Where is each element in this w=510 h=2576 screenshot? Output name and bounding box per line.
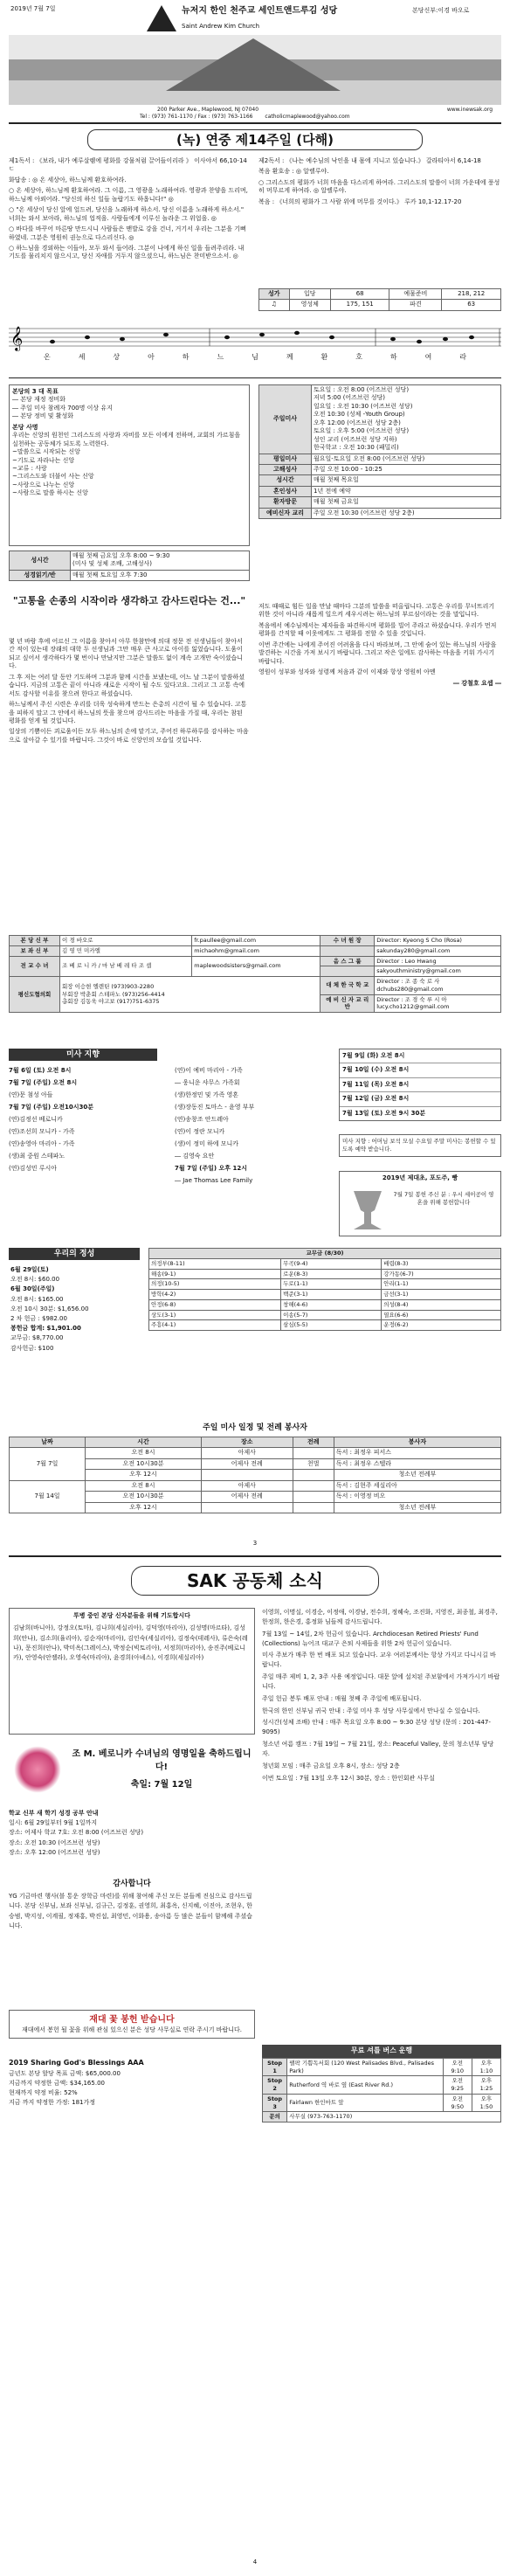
psalm-verse-1: ○ 온 세상아, 하느님께 환호하여라. 그 이름, 그 영광을 노래하여라. 영광과 찬양을 드리며, 하느님께 아뢰어라. "당신의 하신 일들 놀랍기도 하옵니다!" ◎ bbox=[9, 187, 248, 203]
duty-cell: 독서 : 최정우 피서스 bbox=[334, 1448, 500, 1458]
intention-line: (연)김성민 루시아 bbox=[9, 1165, 58, 1172]
blessings-box bbox=[9, 2058, 255, 2109]
altar-flower-box bbox=[9, 2010, 255, 2039]
hymn-row bbox=[259, 289, 501, 300]
intention-line: (연)이 예비 마리아 - 가족 bbox=[175, 1067, 243, 1074]
holy-hour-label: 성시간 bbox=[259, 475, 312, 486]
contact-name: Director : Leo Hwang bbox=[375, 956, 501, 966]
sak-news-title: SAK 공동체 소식 bbox=[131, 1566, 379, 1596]
council-line: 부회장 박춘회 스테파노 (973)256-4414 bbox=[62, 990, 165, 998]
prayer-names: 김남희(바니아), 강정오(토마), 김나희(세실리아), 김덕영(마리아), 김성명(마르타), 김성희(안나), 김소희(율리아), 김순자(마리아), 김인숙(세실리아), 김정숙(데레사), 류은숙(레나), 문진희(안나), 박미옥(그레이스), 박정순(빅토리아), 서정희(마리아), 송진주(베로니카), 안영숙(안젤라), 오영숙(마리아), 윤경희(아녜스), 이경희(세실리아) bbox=[13, 1624, 248, 1661]
bus-time: 오후 1:10 bbox=[472, 2058, 500, 2076]
intention-line: (연)문 첨성 아들 bbox=[9, 1091, 53, 1098]
mass-line: 월요일-토요일 오전 8:00 (어즈브런 성당) bbox=[312, 454, 501, 464]
district-dues-table bbox=[148, 1248, 501, 1331]
duty-cell bbox=[293, 1502, 334, 1513]
intention-line: (생)한정민 및 가족 영혼 bbox=[175, 1091, 238, 1098]
contact-email[interactable]: fr.paullee@gmail.com bbox=[192, 936, 320, 946]
duty-cell: 오전 8시 bbox=[86, 1448, 202, 1458]
mass-line: 오전 10:30 (성체 -Youth Group) bbox=[314, 411, 405, 419]
mass-line: 성인 교리 (어즈브런 성당 지하) bbox=[314, 435, 397, 443]
district-cell: 백준(3-1) bbox=[281, 1290, 382, 1300]
intention-date: 7월 7일 (주일) 오전 8시 bbox=[9, 1079, 78, 1086]
thanks-box bbox=[9, 1879, 255, 1931]
offering-date: 6월 29일(토) bbox=[10, 1266, 49, 1273]
duty-cell: 오후 12시 bbox=[86, 1470, 202, 1480]
contact-email[interactable]: maplewoodsisters@gmail.com bbox=[192, 956, 320, 977]
district-cell: 해송(9-1) bbox=[149, 1269, 281, 1279]
mission-item: ~기도로 자라나는 신앙 bbox=[12, 456, 75, 464]
district-cell: 무곡(9-4) bbox=[281, 1258, 382, 1269]
duty-cell bbox=[293, 1448, 334, 1458]
intention-line: ― 웅니운 샤무스 가족회 bbox=[175, 1079, 240, 1086]
bus-stop-place: Fairlawn 한인마트 앞 bbox=[287, 2094, 443, 2112]
mass-line: 일요일 : 오전 10:30 (어즈브런 성당) bbox=[314, 402, 413, 410]
district-header: 교무금 (8/30) bbox=[149, 1249, 501, 1259]
district-cell: 의정부(8-11) bbox=[149, 1258, 281, 1269]
meditation-paragraph: 저도 때때로 힘든 일을 만날 때마다 그분의 말씀을 떠올립니다. 고통은 우리를 무너뜨리기 위한 것이 아니라 새롭게 일으켜 세우시려는 하느님의 부르심이라는 것을 말입니다. bbox=[258, 603, 495, 619]
offering-list bbox=[10, 1265, 141, 1354]
mass-line: 한국학교 : 오전 10:30 (패밀리) bbox=[314, 444, 399, 452]
duty-cell: 독서 : 김현주 세실리아 bbox=[334, 1480, 500, 1491]
news-item: 주일 헌금 봉투 배포 안내 : 매월 첫째 주 주일에 배포됩니다. bbox=[262, 1694, 422, 1702]
contact-role: 평신도협의회 bbox=[10, 977, 60, 1013]
district-cell: 열요(6-6) bbox=[382, 1310, 501, 1320]
chalice-icon bbox=[350, 1191, 385, 1229]
contact-line-2 bbox=[9, 114, 501, 121]
intention-line: (생)최 중원 스테파노 bbox=[9, 1153, 65, 1160]
parish-priest: 본당신부:이경 바오로 bbox=[412, 7, 470, 14]
duty-cell: 어제사 전례 bbox=[201, 1492, 293, 1502]
church-address: 200 Parker Ave., Maplewood, NJ 07040 bbox=[157, 107, 259, 113]
flower-icon bbox=[14, 1746, 61, 1793]
district-cell: 의성(8-4) bbox=[382, 1299, 501, 1310]
intention-line: (연)송창조 안드레아 bbox=[175, 1116, 229, 1123]
offering-line: 교무금: $8,770.00 bbox=[10, 1334, 64, 1342]
shuttle-bus-title: 무료 셔틀 버스 운행 bbox=[262, 2045, 501, 2058]
meditation-paragraph: 몇 년 바람 후에 어르신 그 이름을 찾아서 아무 한참만에 의대 정문 전 선생님들이 찾아서 간 적이 있는데 장래의 대학 두 선생님과 그만 매우 큰 사고로 아이를 잃었습니다. 도움이 되고 싶어서 생각하다가 몇 번이나 만났지만 그분은 말씀도 없이 계속 고개만 숙이셨습니다. bbox=[9, 638, 243, 670]
bible-study-title: 학교 신부 새 학기 성경 공부 안내 bbox=[9, 1810, 99, 1817]
hymn-cell: 175, 151 bbox=[330, 300, 389, 310]
mass-intentions-title: 미사 지향 bbox=[9, 1049, 157, 1061]
district-cell: 배렵(8-3) bbox=[382, 1258, 501, 1269]
contact-email[interactable]: michaohm@gmail.com bbox=[192, 945, 320, 956]
bus-time: 오후 1:50 bbox=[472, 2094, 500, 2112]
hymn-cell: 입당 bbox=[289, 289, 330, 300]
duty-cell: 어제사 전례 bbox=[201, 1458, 293, 1469]
church-logo-block bbox=[147, 3, 365, 35]
holy-hour-label: 성시간 bbox=[10, 551, 71, 571]
church-photo bbox=[9, 35, 501, 105]
meditation-paragraph: 복음에서 예수님께서는 제자들을 파견하시며 평화를 빌어 주라고 하셨습니다. 우리가 먼저 평화를 간직할 때 이웃에게도 그 평화를 전할 수 있을 것입니다. bbox=[258, 621, 497, 638]
district-cell: 두로(1-1) bbox=[281, 1279, 382, 1290]
district-cell: 안리(1-1) bbox=[382, 1279, 501, 1290]
duty-date: 7월 7일 bbox=[10, 1448, 86, 1480]
mission-item: ~교류 : 사랑 bbox=[12, 464, 47, 472]
district-cell: 삼심(5-5) bbox=[281, 1320, 382, 1331]
meditation-paragraph: 하느님께서 주신 시련은 우리를 더욱 성숙하게 만드는 은총의 시간이 될 수 있습니다. 고통을 피하지 말고 그 안에서 하느님의 뜻을 찾으며 감사드리는 마음을 가질 때, 우리는 참된 평화를 얻게 될 것입니다. bbox=[9, 701, 247, 724]
hymn-cell: 영성체 bbox=[289, 300, 330, 310]
prayer-box bbox=[9, 1608, 255, 1735]
bus-time: 오전 9:25 bbox=[443, 2076, 472, 2095]
lyric-syllable: 여 bbox=[424, 353, 432, 361]
lyric-syllable: 온 bbox=[44, 353, 51, 361]
mass-line: 주일 오전 10:00 - 10:25 bbox=[312, 464, 501, 474]
duty-header: 장소 bbox=[201, 1437, 293, 1448]
goals-title: 본당의 3 대 목표 bbox=[12, 388, 59, 395]
council-line: 총회장 김동욱 야고보 (917)751-6375 bbox=[62, 998, 160, 1006]
intention-date: 7월 7일 (주일) 오전10시30분 bbox=[9, 1104, 94, 1111]
contact-email[interactable]: sakunday280@gmail.com bbox=[375, 945, 501, 956]
meditation-paragraph: 이번 주간에는 나에게 주어진 어려움을 다시 바라보며, 그 안에 숨어 있는 하느님의 사랑을 발견하는 시간을 가져 보시기 바랍니다. 그리고 작은 일에도 감사하는 마음을 키워 가시기 바랍니다. bbox=[258, 641, 497, 665]
bus-time: 오전 9:10 bbox=[443, 2058, 472, 2076]
duty-cell: 오전 8시 bbox=[86, 1480, 202, 1491]
lyric-syllable: 세 bbox=[78, 353, 86, 361]
blessings-line: 금년도 본당 할당 목표 금액: $65,000.00 bbox=[9, 2069, 121, 2077]
prayer-title: 투병 중인 본당 신자분들을 위해 기도합시다 bbox=[73, 1612, 190, 1619]
sak-right-notes bbox=[262, 1608, 501, 1786]
mass-line: 토요일 : 오전 8:00 (어즈브런 성당) bbox=[314, 386, 410, 393]
meditation-title: "고통을 손종의 시작이라 생각하고 감사드린다는 건..." bbox=[12, 595, 246, 606]
news-item: 한국의 한인 신부님 귀국 안내 : 주일 미사 후 성당 사무실에서 만나실 수 있습니다. bbox=[262, 1707, 480, 1714]
hymn-cell: 63 bbox=[442, 300, 501, 310]
mission-title: 본당 사명 bbox=[12, 423, 38, 431]
contact-name: Director: Kyeong S Cho (Rosa) bbox=[375, 936, 501, 946]
intention-date: 7월 9일 (화) 오전 8시 bbox=[340, 1049, 500, 1063]
hymn-cell: 68 bbox=[330, 289, 389, 300]
marriage-label: 혼인성사 bbox=[259, 486, 312, 496]
feast-date: 축일: 7월 12일 bbox=[130, 1780, 193, 1790]
offering-line: 오전 10시 30분: $1,656.00 bbox=[10, 1305, 89, 1312]
goal-item: ― 본당 정비 및 활성화 bbox=[12, 412, 73, 420]
bus-time: 오후 1:25 bbox=[472, 2076, 500, 2095]
contact-role: 보 좌 신 부 bbox=[10, 945, 60, 956]
lyric-syllable: 께 bbox=[286, 353, 293, 361]
hymn-cell: 파견 bbox=[389, 300, 442, 310]
mission-text: 우리는 신앙의 원천인 그리스도의 사랑과 자비를 모든 이에게 전하며, 교회의 가르침을 실천하는 공동체가 되도록 노력한다. bbox=[12, 432, 241, 447]
hymn-table bbox=[258, 288, 501, 311]
contact-line bbox=[9, 107, 501, 114]
bus-time: 오전 9:50 bbox=[443, 2094, 472, 2112]
news-item: 청소년 여름 캠프 : 7월 19일 ~ 7월 21일, 장소: Peaceful Valley, 문의 청소년부 담당자. bbox=[262, 1741, 494, 1757]
duty-cell bbox=[201, 1502, 293, 1513]
district-cell: 운정(6-2) bbox=[382, 1320, 501, 1331]
staff-lines bbox=[9, 323, 501, 353]
intention-line: (생)장동진 토마스 - 윤영 부부 bbox=[175, 1104, 255, 1111]
duty-cell: 오전 10시30분 bbox=[86, 1458, 202, 1469]
intention-line: (생)이 정미 하에 모니카 bbox=[175, 1140, 238, 1147]
district-cell: 방학(4-2) bbox=[149, 1290, 281, 1300]
gospel-acclamation-verse: ○ 그리스도의 평화가 너희 마음을 다스리게 하여라. 그리스도의 말씀이 너희 가운데에 풍성히 머무르게 하여라. ◎ 알렐루야. bbox=[258, 178, 500, 195]
contact-email[interactable]: lucy.cho1212@gmail.com bbox=[376, 1003, 450, 1011]
catechumen-label: 예비신자 교리 bbox=[259, 508, 312, 518]
header-divider bbox=[9, 122, 501, 124]
church-logo-icon bbox=[147, 5, 176, 31]
holy-hour-line: (미사 및 성체 조배, 고해성사) bbox=[72, 560, 152, 568]
weekday-mass-label: 평일미사 bbox=[259, 454, 312, 464]
district-cell: 창해(4-6) bbox=[281, 1299, 382, 1310]
duty-cell: 독서 : 이영정 비오 bbox=[334, 1492, 500, 1502]
meditation-right bbox=[258, 603, 501, 690]
lyric-syllable: 하 bbox=[389, 353, 397, 361]
meditation-paragraph: 영원이 성부와 성자와 성령께 처음과 같이 이제와 항상 영원히 아멘 bbox=[258, 668, 436, 676]
intentions-middle bbox=[175, 1064, 332, 1187]
contact-name: 조 베 로 니 카 / 마 남 베 레 타 조 셉 bbox=[60, 956, 192, 977]
district-cell: 금선(3-1) bbox=[382, 1290, 501, 1300]
church-name-kr: 뉴저지 한인 천주교 세인트앤드루김 성당 bbox=[182, 6, 338, 16]
contact-name: Director : 조 종 숙 로 사 bbox=[376, 978, 440, 986]
duty-cell: 아제사 bbox=[201, 1448, 293, 1458]
liturgical-banner: (녹) 연중 제14주일 (다해) bbox=[87, 129, 423, 150]
duty-cell: 아제사 bbox=[201, 1480, 293, 1491]
page-break-line bbox=[9, 1555, 501, 1557]
hymn-cell: 성가 bbox=[259, 289, 290, 300]
duty-cell: 독서 : 최정우 스텔라 bbox=[334, 1458, 500, 1469]
offering-line: 감사헌금: $100 bbox=[10, 1344, 54, 1352]
offering-line: 오전 8시: $60.00 bbox=[10, 1276, 60, 1284]
staff-contacts-table bbox=[9, 935, 501, 1013]
blessings-title: 2019 Sharing God's Blessings AAA bbox=[9, 2059, 144, 2067]
holy-hour-line: 매월 첫째 금요일 오후 8:00 ~ 9:30 bbox=[72, 552, 170, 559]
blessings-line: 현재까지 약정 비율: 52% bbox=[9, 2089, 78, 2097]
feast-name: 조 M. 베로니카 수녀님의 영명일을 축하드립니다! bbox=[72, 1749, 252, 1772]
duty-cell: 오후 12시 bbox=[86, 1502, 202, 1513]
offering-total: 봉헌금 합계: $1,901.00 bbox=[10, 1325, 81, 1333]
mass-times-table bbox=[258, 384, 501, 519]
lyric-syllable: 느 bbox=[217, 353, 224, 361]
duty-cell: 청소년 전례부 bbox=[334, 1470, 500, 1480]
page-number: 3 bbox=[252, 1540, 258, 1547]
psalm-refrain: 화답송 : ◎ 온 세상아, 하느님께 환호하여라. bbox=[9, 176, 127, 184]
bible-study-box bbox=[9, 1809, 255, 1858]
bus-stop-label: 문의 bbox=[263, 2112, 287, 2122]
bible-class-line: 매월 첫째 토요일 오후 7:30 bbox=[71, 570, 250, 580]
blessings-line: 지금까지 약정한 금액: $34,165.00 bbox=[9, 2079, 105, 2087]
offering-line: 오전 8시: $165.00 bbox=[10, 1295, 64, 1303]
staff-lyrics bbox=[9, 353, 501, 363]
bible-study-line: 장소: 오후 12:00 (어즈브런 성당) bbox=[9, 1848, 100, 1856]
thanks-title: 감사합니다 bbox=[113, 1880, 151, 1888]
contact-email[interactable]: dchubs280@gmail.com bbox=[376, 985, 444, 993]
duty-date: 7월 14일 bbox=[10, 1480, 86, 1513]
intention-line: ― Jae Thomas Lee Family bbox=[175, 1177, 253, 1184]
bus-stop-place: Rutherford 역 바로 옆 (East River Rd.) bbox=[287, 2076, 443, 2095]
lyric-syllable: 님 bbox=[252, 353, 258, 361]
psalm-music-staff bbox=[9, 323, 501, 371]
hymn-cell: 218, 212 bbox=[442, 289, 501, 300]
news-item: 주일 매주 제비 1, 2, 3주 사용 예정입니다. 대문 앞에 설치된 주보함에서 가져가시기 바랍니다. bbox=[262, 1673, 500, 1690]
news-item: 이영희, 이명실, 이경순, 이정애, 이경남, 전수희, 정혜숙, 조진화, 지영진, 최종철, 최경주, 한정희, 한은경, 홍정화 님들께 감사드립니다. bbox=[262, 1609, 498, 1625]
mass-line: 오후 12:00 (어즈브런 성당 2층) bbox=[314, 419, 401, 426]
bible-class-label: 성경읽기/반 bbox=[10, 570, 71, 580]
goal-item: ― 본당 재정 정비화 bbox=[12, 396, 66, 404]
church-email[interactable]: catholicmaplewood@yahoo.com bbox=[265, 114, 350, 120]
mass-line: 주일 오전 10:30 (어즈브런 성당 2층) bbox=[312, 508, 501, 518]
contact-role: 본 당 신 부 bbox=[10, 936, 60, 946]
bulletin-date: 2019년 7월 7일 bbox=[10, 5, 56, 12]
gospel-acclamation: 복음 환호송 : ◎ 알렐루야. bbox=[258, 168, 329, 176]
duty-cell bbox=[201, 1470, 293, 1480]
mission-item: ~사람으로 말씀 하시는 신앙 bbox=[12, 489, 88, 497]
readings-left bbox=[9, 157, 250, 264]
bus-stop-label: Stop 1 bbox=[263, 2058, 287, 2076]
news-item: 이번 토요일 : 7월 13일 오후 12시 30분, 장소 : 한인회관 사무실 bbox=[262, 1774, 435, 1782]
district-cell: 주흥(4-1) bbox=[149, 1320, 281, 1331]
parish-goals-box bbox=[9, 384, 250, 546]
lyric-syllable: 아 bbox=[148, 353, 155, 361]
intention-date: 7월 13일 (토) 오전 9시 30분 bbox=[342, 1109, 426, 1117]
bus-stop-place: 팰팍 기쁨독서회 (120 West Palisades Blvd., Palisades Park) bbox=[287, 2058, 443, 2076]
lyric-syllable: 라 bbox=[459, 353, 466, 361]
mass-line: 매월 첫째 목요일 bbox=[312, 475, 501, 486]
contact-role: 수 녀 원 장 bbox=[320, 936, 375, 946]
confession-label: 고해성사 bbox=[259, 464, 312, 474]
contact-email[interactable]: sakyouthministry@gmail.com bbox=[375, 966, 501, 977]
offering-date: 6월 30일(주일) bbox=[10, 1285, 55, 1293]
news-item: 성시간(성체 조배) 안내 : 매주 목요일 오후 8:00 ~ 9:30 본당 성당 (문의 : 201-447-9095) bbox=[262, 1719, 491, 1736]
psalm-verse-2: ○ "온 세상이 당신 앞에 엎드려, 당신을 노래하게 하소서. 당신 이름을 노래하게 하소서." 너희는 와서 보아라, 하느님의 업적을. 사람들에게 이루신 놀라운 그 위업을. ◎ bbox=[9, 206, 245, 222]
contact-name: 김 영 민 미카엘 bbox=[60, 945, 192, 956]
church-roof-shape bbox=[166, 38, 341, 91]
council-line: 회장 이승현 엘렌틴 (973)903-2280 bbox=[62, 982, 155, 990]
gospel-reading: 복음 : 《너희의 평화가 그 사람 위에 머무를 것이다.》 루카 10,1-12.17-20 bbox=[258, 197, 462, 205]
church-website[interactable]: www.inewsak.org bbox=[446, 107, 493, 113]
lyric-syllable: 호 bbox=[355, 353, 362, 361]
church-phone: Tel : (973) 761-1170 / Fax : (973) 763-1166 bbox=[140, 114, 253, 120]
duty-cell: 천벌 bbox=[293, 1458, 334, 1469]
shuttle-bus-box bbox=[262, 2045, 501, 2122]
page-number: 4 bbox=[252, 2559, 258, 2566]
altar-offering-note: 7월 7일 봉헌 주신 분 : 우시 세이공이 영혼을 위해 봉헌합니다 bbox=[393, 1191, 494, 1206]
news-item: 7월 13일 ~ 14일, 2차 헌금이 있습니다. Archdiocesan Retired Priests' Fund (Collections) 뉴어크 대교구 은퇴 사제들을 위한 2차 헌금이 있습니다. bbox=[262, 1630, 479, 1647]
meditation-left bbox=[9, 638, 250, 747]
duty-header: 전례 bbox=[293, 1437, 334, 1448]
intentions-weekday-box bbox=[339, 1049, 501, 1121]
intention-date: 7월 6일 (토) 오전 8시 bbox=[9, 1067, 72, 1074]
bus-stop-label: Stop 3 bbox=[263, 2094, 287, 2112]
duty-header: 시간 bbox=[86, 1437, 202, 1448]
intention-line: (연)이 정란 모니카 bbox=[175, 1128, 225, 1135]
liturgy-duty-title: 주일 미사 일정 및 전례 봉사자 bbox=[203, 1423, 307, 1432]
bus-contact: 사무실 (973-763-1170) bbox=[287, 2112, 501, 2122]
district-cell: 로운(8-3) bbox=[281, 1269, 382, 1279]
hymn-row bbox=[259, 300, 501, 310]
district-cell: 상도(3-1) bbox=[149, 1310, 281, 1320]
meditation-paragraph: 일상의 기쁨이든 괴로움이든 모두 하느님의 손에 맡기고, 주어진 하루하루를 감사하는 마음으로 살아갈 수 있기를 바랍니다. 그것이 바로 신앙인의 모습일 것입니다. bbox=[9, 728, 249, 744]
intention-line: (연)송영아 마리아 - 가족 bbox=[9, 1140, 75, 1147]
meditation-paragraph: 그 후 저는 여러 달 동안 기도하며 그분과 함께 시간을 보냈는데, 어느 날 그분이 말씀하셨습니다. 지금의 고통은 끝이 아니라 새로운 시작이 될 수도 있다고요. 그리고 그 고통 속에서도 감사할 이유를 찾으려 한다고 하셨습니다. bbox=[9, 673, 245, 697]
intention-line: (연)조선희 모니카 - 가족 bbox=[9, 1128, 75, 1135]
contact-role: 음 스 그 룹 bbox=[320, 956, 375, 966]
mission-item: ~그리스도와 더불어 사는 신앙 bbox=[12, 473, 94, 481]
district-cell: 안정(6-8) bbox=[149, 1299, 281, 1310]
duty-cell bbox=[293, 1492, 334, 1502]
contact-role: 대 체 한 국 학 교 bbox=[320, 977, 375, 995]
blessings-line: 지금 까지 약정한 가정: 181가정 bbox=[9, 2099, 96, 2107]
intention-date: 7월 7일 (주일) 오후 12시 bbox=[175, 1165, 247, 1172]
intention-notice: 미사 지향 : 어머님 보석 모실 수요일 주말 미사는 봉헌할 수 있도록 예약 받습니다. bbox=[339, 1134, 501, 1157]
mass-line: 토요일 : 오후 5:00 (어즈브런 성당) bbox=[314, 427, 410, 435]
mass-line: 저녁 5:00 (어즈브런 성당) bbox=[314, 394, 385, 402]
section-divider bbox=[9, 377, 501, 378]
intention-date: 7월 11일 (목) 오전 8시 bbox=[340, 1078, 500, 1092]
hymn-cell: 예물준비 bbox=[389, 289, 442, 300]
duty-cell bbox=[293, 1480, 334, 1491]
contact-role: 예 비 신 자 교 리 반 bbox=[320, 994, 375, 1013]
second-reading: 제2독서 : 《나는 예수님의 낙인을 내 몸에 지니고 있습니다.》 갈라티아서 6,14-18 bbox=[258, 157, 481, 164]
district-cell: 이송(5-7) bbox=[281, 1310, 382, 1320]
duty-header: 봉사자 bbox=[334, 1437, 500, 1448]
mission-item: ~말씀으로 시작되는 신앙 bbox=[12, 448, 80, 456]
offering-line: 2 차 헌금 : $982.00 bbox=[10, 1314, 67, 1322]
mass-line: 매월 첫째 금요일 bbox=[312, 497, 501, 508]
sunday-mass-label: 주일미사 bbox=[259, 385, 312, 454]
liturgy-duty-table bbox=[9, 1437, 501, 1513]
lyric-syllable: 하 bbox=[182, 353, 190, 361]
readings-right bbox=[258, 157, 501, 209]
altar-flower-text: 재대에서 봉헌 될 꽃을 위해 관심 있으신 분은 성당 사무실로 연락 주시기 바랍니다. bbox=[21, 2025, 243, 2033]
first-reading: 제1독서 : 《보라, 내가 예루살렘에 평화를 강물처럼 끌어들이리라 》 이사야서 66,10-14ㄷ bbox=[9, 157, 247, 173]
district-cell: 강가동(6-7) bbox=[382, 1269, 501, 1279]
church-name-en: Saint Andrew Kim Church bbox=[182, 23, 260, 30]
altar-offering-caption: 2019년 제대초, 포도주, 빵 bbox=[382, 1174, 458, 1181]
mass-line: 1년 전에 예약 bbox=[312, 486, 501, 496]
duty-header: 날짜 bbox=[10, 1437, 86, 1448]
thanks-text: YG 기금마련 행사(블 통운 장학금 마련)를 위해 참여해 주신 모든 분들께 진심으로 감사드립니다. 본당 신부님, 보좌 신부님, 김규근, 김정훈, 권영희, 최홍옥, 신지혜, 이진아, 조현우, 한승범, 박지성, 이계필, 정재홍, 박진섭, 최영민, 이화용, 송아름 등 많은 분들이 함께해 주셨습니다. bbox=[9, 1893, 252, 1929]
intention-date: 7월 12일 (금) 오전 8시 bbox=[340, 1092, 500, 1106]
duty-cell: 오전 10시30분 bbox=[86, 1492, 202, 1502]
news-item: 미사 주보가 매주 한 번 배포 되고 있습니다. 교우 여러분께서는 항상 가지고 다니시길 바랍니다. bbox=[262, 1652, 496, 1669]
news-item: 청년회 모임 : 매주 금요일 오후 8시, 장소: 성당 2층 bbox=[262, 1762, 400, 1769]
mission-item: ~사랑으로 나누는 신앙 bbox=[12, 481, 75, 488]
intention-line: ― 김영숙 요안 bbox=[175, 1153, 215, 1160]
contact-name: 이 경 바오로 bbox=[60, 936, 192, 946]
psalm-verse-3: ○ 바다를 바꾸어 마른땅 만드시니 사람들은 맨발로 강을 건너, 거기서 우리는 그분을 기뻐하였네. 그분은 영원히 권능으로 다스리신다. ◎ bbox=[9, 225, 246, 241]
intention-date: 7월 10일 (수) 오전 8시 bbox=[340, 1063, 500, 1077]
meditation-signature: ― 강철호 요셉 ― bbox=[452, 679, 501, 687]
goal-item: ― 주일 미사 참례자 700명 이상 유지 bbox=[12, 404, 113, 412]
holy-hour-table bbox=[9, 551, 250, 581]
music-note-icon: ♫ bbox=[259, 300, 290, 310]
bible-study-line: 장소: 오전 10:30 (어즈브런 성당) bbox=[9, 1839, 100, 1846]
feast-box bbox=[9, 1741, 255, 1802]
duty-cell: 청소년 전례부 bbox=[334, 1502, 500, 1513]
bus-stop-label: Stop 2 bbox=[263, 2076, 287, 2095]
altar-offering-box bbox=[339, 1171, 501, 1236]
intention-line: (연)김정선 베로니카 bbox=[9, 1116, 63, 1123]
sick-visit-label: 환자방문 bbox=[259, 497, 312, 508]
contact-role: 전 교 수 녀 bbox=[10, 956, 60, 977]
altar-flower-title: 재대 꽃 봉헌 받습니다 bbox=[89, 2015, 175, 2025]
offering-title: 우리의 정성 bbox=[9, 1248, 140, 1260]
contact-name: Director : 조 경 숙 루 시 아 bbox=[376, 995, 447, 1003]
svg-text:𝄞: 𝄞 bbox=[10, 326, 24, 350]
psalm-verse-4: ○ 하느님을 경외하는 이들아, 모두 와서 들어라. 그분이 나에게 하신 일을 들려주리라. 내 기도를 물리치지 않으시고, 당신 자애를 거두지 않으셨으니, 하느님은 찬미받으소서. ◎ bbox=[9, 244, 245, 260]
intentions-left bbox=[9, 1064, 166, 1174]
district-cell: 의정(10-5) bbox=[149, 1279, 281, 1290]
bible-study-line: 일시: 6월 29일부터 9월 1일까지 bbox=[9, 1819, 98, 1827]
bible-study-line: 장소: 어제사 학교 7호: 오전 8:00 (어즈브런 성당) bbox=[9, 1829, 144, 1837]
duty-cell bbox=[293, 1470, 334, 1480]
lyric-syllable: 환 bbox=[320, 353, 328, 361]
lyric-syllable: 상 bbox=[113, 353, 121, 361]
